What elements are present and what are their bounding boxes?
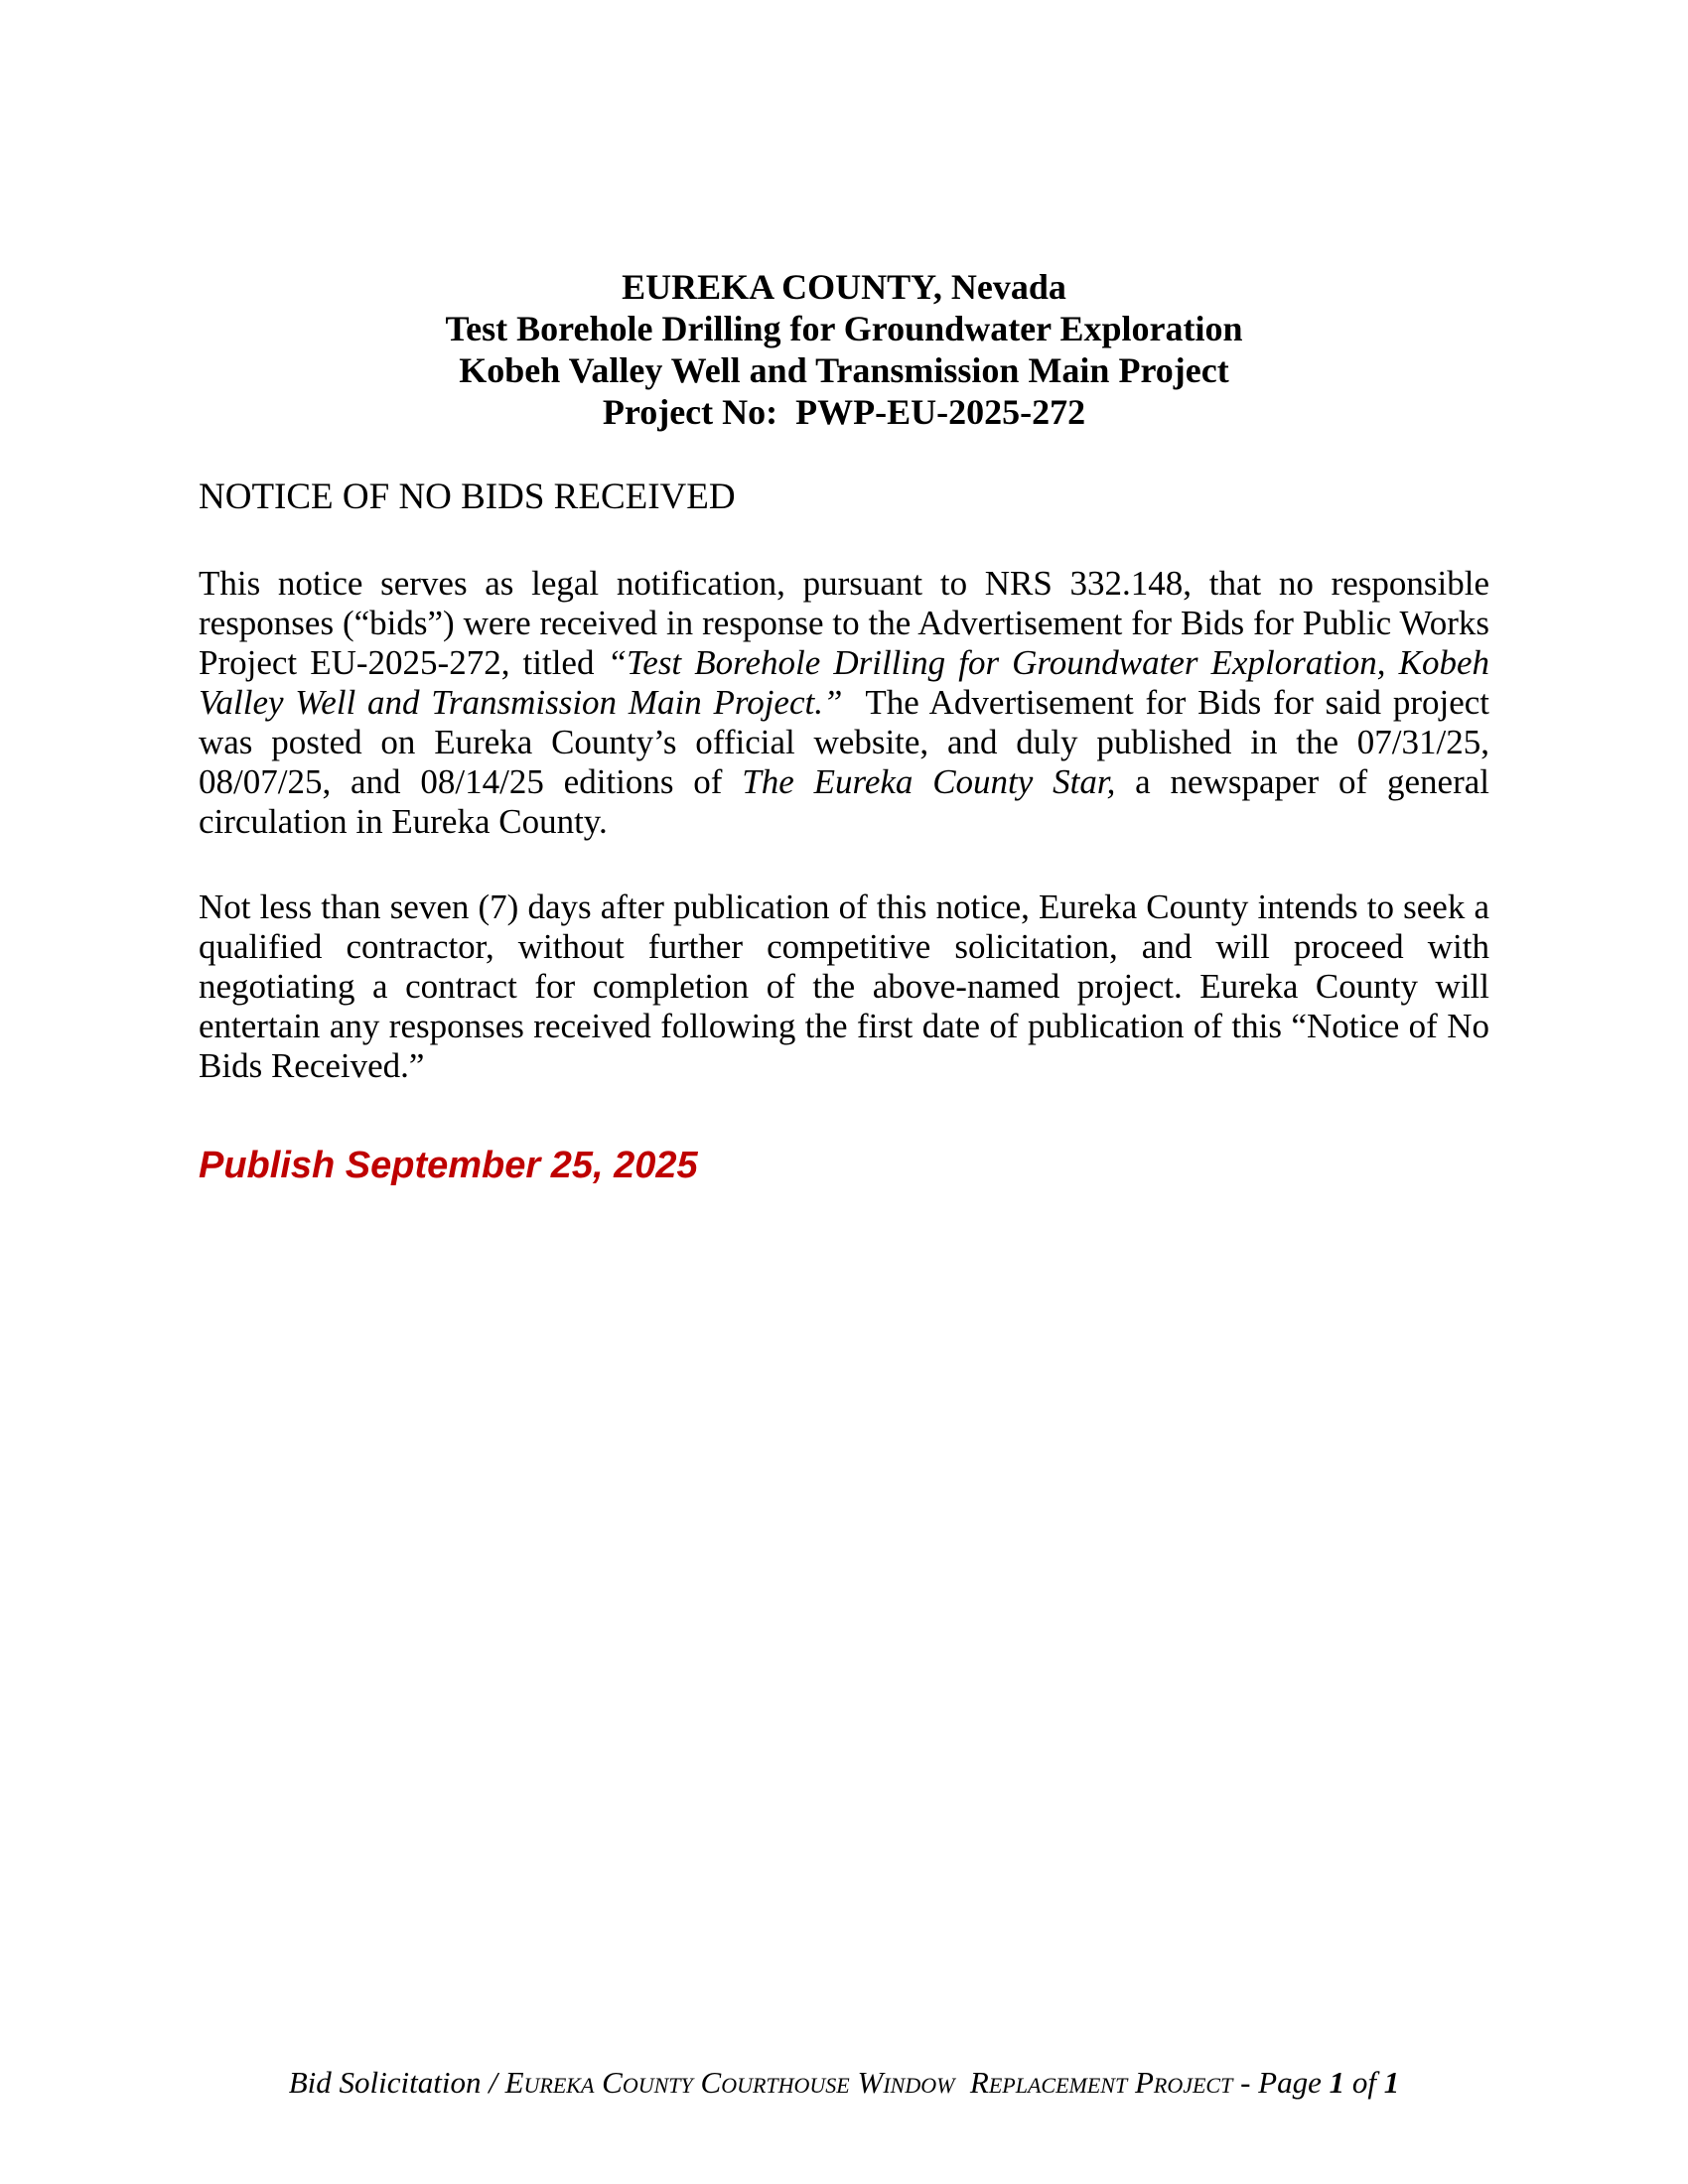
paragraph-1-text-end: a newspaper of general circulation in Eureka County. (199, 762, 1489, 841)
footer-total-pages: 1 (1383, 2065, 1400, 2100)
footer-page-number: 1 (1329, 2065, 1345, 2100)
newspaper-name-italic: The Eureka County Star, (742, 762, 1116, 801)
document-content (199, 0, 1489, 1187)
footer-page-label: - Page (1232, 2065, 1330, 2100)
footer-doc-type: Bid Solicitation / (288, 2065, 505, 2100)
project-title-quote-italic: “Test Borehole Drilling for Groundwater Exploration, Kobeh Valley Well and Transmission Main Project.” (199, 643, 1489, 722)
title-line-county: EUREKA COUNTY, Nevada (622, 267, 1066, 307)
footer-project-name-smallcaps: Eureka County Courthouse Window Replacement Project (504, 2065, 1233, 2100)
paragraph-legal-notification (199, 564, 1489, 842)
footer-of-label: of (1344, 2065, 1384, 2100)
title-line-project-subtitle: Kobeh Valley Well and Transmission Main Project (459, 350, 1229, 390)
title-line-project-name: Test Borehole Drilling for Groundwater Exploration (445, 309, 1243, 348)
publish-date-line: Publish September 25, 2025 (199, 1145, 698, 1186)
paragraph-1-text-start: This notice serves as legal notification, pursuant to NRS 332.148, that no responsible responses (“bids”) were received in response to the Advertisement for Bids for Public Works Project EU-2025-272, titled (199, 564, 1489, 682)
page-footer (0, 2065, 1688, 2101)
notice-heading: NOTICE OF NO BIDS RECEIVED (199, 477, 736, 517)
document-title-block (199, 266, 1489, 433)
paragraph-1-text-middle: The Advertisement for Bids for said project was posted on Eureka County’s official website, and duly published in the 07/31/25, 08/07/25, and 08/14/25 editions of (199, 683, 1490, 801)
title-line-project-number: Project No: PWP-EU-2025-272 (602, 392, 1086, 432)
paragraph-contractor-intent: Not less than seven (7) days after publication of this notice, Eureka County intends to seek a qualified contractor, without further competitive solicitation, and will proceed with negotiating a contract for completion of the above-named project. Eureka County will entertain any responses received following the first date of publication of this “Notice of No Bids Received.” (199, 887, 1489, 1085)
